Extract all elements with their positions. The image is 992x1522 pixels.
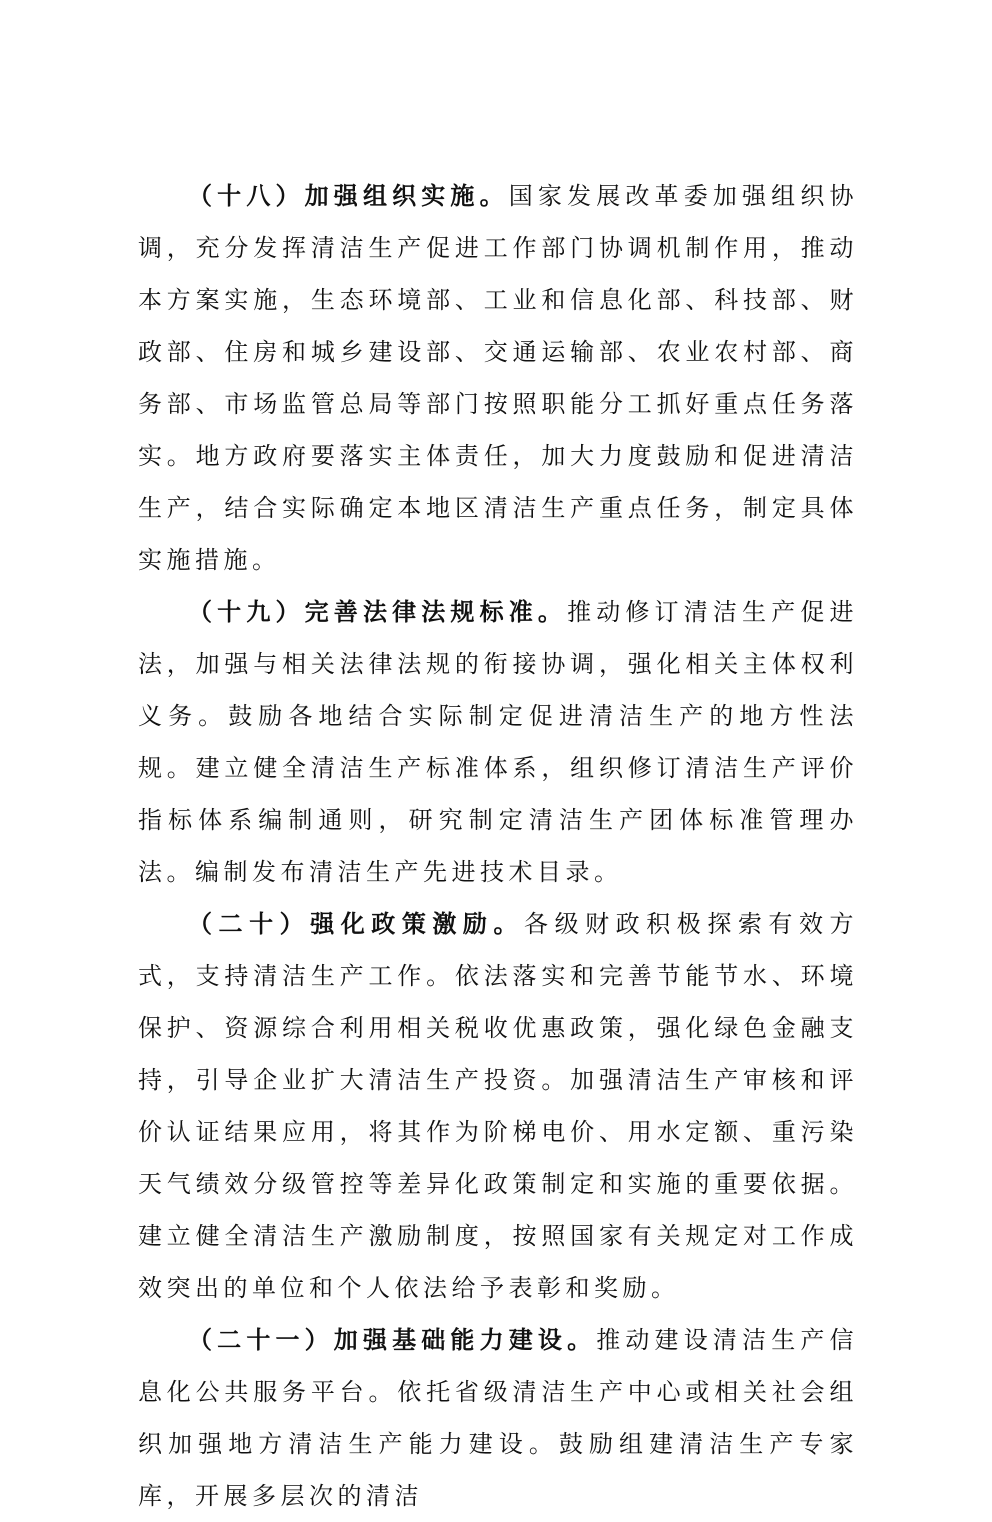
paragraph-body: 各级财政积极探索有效方式，支持清洁生产工作。依法落实和完善节能节水、环境保护、资源综合利用相关税收优惠政策，强化绿色金融支持，引导企业扩大清洁生产投资。加强清洁生产审核和评价认证结果应用，将其作为阶梯电价、用水定额、重污染天气绩效分级管控等差异化政策制定和实施的重要依据。建立健全清洁生产激励制度，按照国家有关规定对工作成效突出的单位和个人依法给予表彰和奖励。 [138,910,859,1302]
paragraph-heading: （十八）加强组织实施。 [188,182,509,210]
paragraph-18 [138,170,858,586]
paragraph-heading: （二十）强化政策激励。 [188,910,525,938]
paragraph-body: 推动修订清洁生产促进法，加强与相关法律法规的衔接协调，强化相关主体权利义务。鼓励各地结合实际制定促进清洁生产的地方性法规。建立健全清洁生产标准体系，组织修订清洁生产评价指标体系编制通则，研究制定清洁生产团体标准管理办法。编制发布清洁生产先进技术目录。 [138,598,859,886]
paragraph-20 [138,898,858,1314]
paragraph-21 [138,1314,858,1522]
paragraph-body: 国家发展改革委加强组织协调，充分发挥清洁生产促进工作部门协调机制作用，推动本方案实施，生态环境部、工业和信息化部、科技部、财政部、住房和城乡建设部、交通运输部、农业农村部、商务部、市场监管总局等部门按照职能分工抓好重点任务落实。地方政府要落实主体责任，加大力度鼓励和促进清洁生产，结合实际确定本地区清洁生产重点任务，制定具体实施措施。 [138,182,858,574]
paragraph-19 [138,586,858,898]
paragraph-body: 推动建设清洁生产信息化公共服务平台。依托省级清洁生产中心或相关社会组织加强地方清洁生产能力建设。鼓励组建清洁生产专家库，开展多层次的清洁 [138,1326,859,1510]
paragraph-heading: （二十一）加强基础能力建设。 [188,1326,597,1354]
paragraph-heading: （十九）完善法律法规标准。 [188,598,568,626]
document-page [138,170,858,1522]
